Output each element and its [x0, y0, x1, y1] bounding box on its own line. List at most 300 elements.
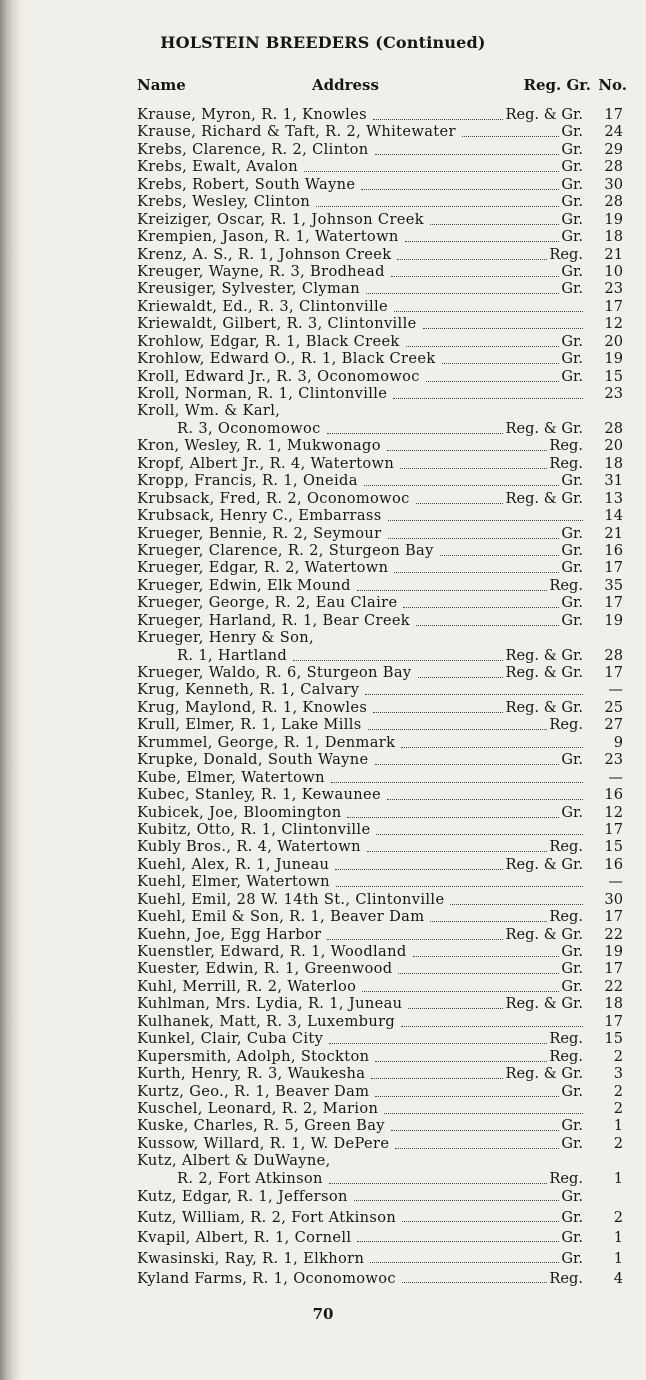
list-item — [137, 786, 627, 803]
dot-leader — [387, 798, 583, 800]
herd-count: 21 — [604, 524, 623, 542]
list-item — [137, 490, 627, 507]
dot-leader — [370, 1261, 559, 1263]
herd-count: 19 — [604, 943, 623, 960]
list-item — [137, 1249, 627, 1270]
herd-count: 9 — [613, 733, 623, 751]
herd-count: 1 — [613, 1169, 623, 1187]
registration-class: Gr. — [561, 280, 583, 298]
breeder-name-address: Kreuger, Wayne, R. 3, Brodhead — [137, 262, 385, 280]
dot-leader — [430, 223, 559, 225]
breeder-name-address: Krueger, George, R. 2, Eau Claire — [137, 594, 398, 612]
breeder-name-address: Krebs, Ewalt, Avalon — [137, 158, 299, 176]
list-item — [137, 176, 627, 193]
dot-leader — [357, 1240, 559, 1242]
dot-leader — [426, 380, 559, 382]
registration-class: Gr. — [561, 193, 583, 211]
dot-leader — [450, 903, 583, 905]
breeder-name-address: Kussow, Willard, R. 1, W. DePere — [137, 1134, 390, 1152]
list-item — [137, 525, 627, 542]
dot-leader — [406, 345, 559, 347]
registration-class: Reg. — [549, 908, 583, 926]
list-item — [137, 1083, 627, 1100]
herd-count: 31 — [604, 472, 623, 490]
dot-leader — [395, 1147, 559, 1149]
list-item — [137, 106, 627, 123]
herd-count: 2 — [613, 1099, 623, 1117]
dot-leader — [376, 833, 583, 835]
registration-class: Gr. — [561, 1082, 583, 1100]
herd-count: 2 — [613, 1208, 623, 1226]
dot-leader — [375, 1095, 559, 1097]
dot-leader — [373, 711, 503, 713]
herd-count: 17 — [604, 960, 623, 978]
breeder-name-address: Kurth, Henry, R. 3, Waukesha — [137, 1065, 366, 1083]
dot-leader — [331, 781, 583, 783]
breeder-name-address: Kroll, Edward Jr., R. 3, Oconomowoc — [137, 367, 420, 385]
list-item — [137, 577, 627, 594]
breeder-name-address: Krummel, George, R. 1, Denmark — [137, 733, 396, 751]
list-item — [137, 158, 627, 175]
herd-count: 12 — [604, 803, 623, 821]
registration-class: Gr. — [561, 1208, 583, 1226]
list-item — [137, 472, 627, 489]
herd-count: 2 — [613, 1134, 623, 1152]
registration-class: Gr. — [561, 140, 583, 158]
page-title: HOLSTEIN BREEDERS (Continued) — [160, 33, 486, 52]
registration-class: Gr. — [561, 350, 583, 368]
registration-class: Reg. & Gr. — [505, 925, 583, 943]
list-item — [137, 1100, 627, 1117]
list-item — [137, 246, 627, 263]
breeder-name-address: R. 2, Fort Atkinson — [177, 1169, 323, 1187]
breeder-name-address: Krubsack, Fred, R. 2, Oconomowoc — [137, 489, 410, 507]
list-item — [137, 211, 627, 228]
breeder-name-address: Kuschel, Leonard, R. 2, Marion — [137, 1099, 379, 1117]
list-item — [137, 263, 627, 280]
list-item — [137, 1208, 627, 1229]
breeder-name-address: Kuehl, Emil, 28 W. 14th St., Clintonville — [137, 890, 445, 908]
list-item — [137, 280, 627, 297]
herd-count: 15 — [604, 367, 623, 385]
herd-count: 23 — [604, 751, 623, 769]
breeder-name-address: R. 3, Oconomowoc — [177, 419, 321, 437]
registration-class: Reg. & Gr. — [505, 489, 583, 507]
registration-class: Gr. — [561, 594, 583, 612]
dot-leader — [335, 868, 503, 870]
list-item — [137, 141, 627, 158]
breeder-name-address: Krueger, Edwin, Elk Mound — [137, 576, 351, 594]
breeder-name-address: Krubsack, Henry C., Embarrass — [137, 507, 382, 525]
herd-count: 18 — [604, 228, 623, 246]
dot-leader — [361, 188, 559, 190]
list-item — [137, 664, 627, 681]
breeder-name-address: Kutz, Albert & DuWayne, — [137, 1152, 331, 1170]
dot-leader — [394, 310, 583, 312]
list-item — [137, 193, 627, 210]
registration-class: Reg. & Gr. — [505, 698, 583, 716]
list-item — [137, 298, 627, 315]
dot-leader — [347, 816, 559, 818]
dot-leader — [387, 449, 547, 451]
herd-count: 25 — [604, 698, 623, 716]
dot-leader — [375, 763, 559, 765]
registration-class: Reg. — [549, 1270, 583, 1288]
list-item-continuation — [137, 647, 627, 664]
list-item — [137, 1187, 627, 1208]
list-item — [137, 559, 627, 576]
dot-leader — [400, 467, 547, 469]
herd-count: 16 — [604, 786, 623, 804]
registration-class: Gr. — [561, 541, 583, 559]
herd-count: 28 — [604, 193, 623, 211]
list-item — [137, 699, 627, 716]
dot-leader — [430, 920, 547, 922]
herd-count: 28 — [604, 646, 623, 664]
breeder-name-address: Kropf, Albert Jr., R. 4, Watertown — [137, 454, 395, 472]
list-item — [137, 908, 627, 925]
list-item — [137, 123, 627, 140]
herd-count: 15 — [604, 838, 623, 856]
breeder-name-address: Krug, Kenneth, R. 1, Calvary — [137, 681, 360, 699]
herd-count: 22 — [604, 925, 623, 943]
breeder-name-address: Kuester, Edwin, R. 1, Greenwood — [137, 960, 393, 978]
list-item — [137, 716, 627, 733]
list-item — [137, 1117, 627, 1134]
dot-leader — [403, 606, 559, 608]
list-item — [137, 1013, 627, 1030]
breeder-name-address: Krull, Elmer, R. 1, Lake Mills — [137, 716, 362, 734]
herd-count: 1 — [613, 1117, 623, 1135]
registration-class: Gr. — [561, 524, 583, 542]
dot-leader — [423, 327, 583, 329]
breeder-name-address: Kyland Farms, R. 1, Oconomowoc — [137, 1270, 396, 1288]
list-item — [137, 856, 627, 873]
list-item — [137, 629, 627, 646]
dot-leader — [327, 938, 503, 940]
herd-count: 1 — [613, 1249, 623, 1267]
breeder-name-address: Krueger, Clarence, R. 2, Sturgeon Bay — [137, 541, 434, 559]
breeder-name-address: Kuhl, Merrill, R. 2, Waterloo — [137, 977, 357, 995]
breeder-name-address: Kuenstler, Edward, R. 1, Woodland — [137, 943, 407, 960]
herd-count: 10 — [604, 262, 623, 280]
breeder-name-address: Krueger, Waldo, R. 6, Sturgeon Bay — [137, 664, 412, 681]
dot-leader — [402, 1281, 547, 1283]
dot-leader — [329, 1042, 547, 1044]
herd-count: 16 — [604, 855, 623, 873]
breeder-name-address: Krause, Myron, R. 1, Knowles — [137, 106, 368, 123]
herd-count: 27 — [604, 716, 623, 734]
list-item — [137, 542, 627, 559]
registration-class: Gr. — [561, 262, 583, 280]
herd-count: 17 — [604, 1012, 623, 1030]
breeder-name-address: Kulhanek, Matt, R. 3, Luxemburg — [137, 1012, 396, 1030]
herd-count: 1 — [613, 1229, 623, 1247]
list-item — [137, 402, 627, 419]
breeder-name-address: Krueger, Edgar, R. 2, Watertown — [137, 559, 389, 577]
herd-count: 19 — [604, 611, 623, 629]
registration-class: Reg. & Gr. — [505, 664, 583, 681]
breeder-name-address: Krebs, Clarence, R. 2, Clinton — [137, 140, 369, 158]
herd-count: 19 — [604, 210, 623, 228]
dot-leader — [393, 397, 583, 399]
herd-count: 12 — [604, 315, 623, 333]
registration-class: Reg. — [549, 838, 583, 856]
list-item — [137, 228, 627, 245]
breeder-name-address: Kroll, Norman, R. 1, Clintonville — [137, 385, 388, 402]
breeder-name-address: Kubitz, Otto, R. 1, Clintonville — [137, 820, 371, 838]
list-item — [137, 1065, 627, 1082]
breeder-name-address: Krempien, Jason, R. 1, Watertown — [137, 228, 399, 246]
herd-count: 30 — [604, 890, 623, 908]
dot-leader — [391, 1129, 559, 1131]
breeder-name-address: Kubicek, Joe, Bloomington — [137, 803, 342, 821]
dot-leader — [413, 955, 559, 957]
dot-leader — [408, 1007, 503, 1009]
registration-class: Gr. — [561, 611, 583, 629]
dot-leader — [364, 484, 559, 486]
list-item — [137, 978, 627, 995]
registration-class: Reg. & Gr. — [505, 419, 583, 437]
list-item — [137, 995, 627, 1012]
list-item — [137, 681, 627, 698]
breeder-name-address: Krug, Maylond, R. 1, Knowles — [137, 698, 368, 716]
herd-count: 23 — [604, 280, 623, 298]
breeder-name-address: Krupke, Donald, South Wayne — [137, 751, 369, 769]
dot-leader — [402, 1220, 559, 1222]
herd-count: 19 — [604, 350, 623, 368]
registration-class: Gr. — [561, 1134, 583, 1152]
registration-class: Reg. & Gr. — [505, 995, 583, 1013]
breeder-name-address: Kuehn, Joe, Egg Harbor — [137, 925, 322, 943]
herd-count: 30 — [604, 175, 623, 193]
registration-class: Reg. — [549, 1047, 583, 1065]
herd-count: 17 — [604, 297, 623, 315]
dot-leader — [357, 589, 547, 591]
breeder-name-address: Kurtz, Geo., R. 1, Beaver Dam — [137, 1082, 370, 1100]
dot-leader — [365, 693, 583, 695]
dot-leader — [316, 205, 559, 207]
registration-class: Reg. & Gr. — [505, 646, 583, 664]
breeder-name-address: Kutz, Edgar, R. 1, Jefferson — [137, 1188, 348, 1206]
herd-count: 2 — [613, 1082, 623, 1100]
herd-count: 17 — [604, 664, 623, 681]
registration-class: Gr. — [561, 472, 583, 490]
herd-count: 13 — [604, 489, 623, 507]
dot-leader — [368, 728, 547, 730]
list-item — [137, 1048, 627, 1065]
dot-leader — [440, 554, 559, 556]
list-item — [137, 612, 627, 629]
breeder-name-address: R. 1, Hartland — [177, 646, 288, 664]
breeder-name-address: Kuhlman, Mrs. Lydia, R. 1, Juneau — [137, 995, 403, 1013]
breeder-name-address: Kuehl, Alex, R. 1, Juneau — [137, 855, 330, 873]
list-item — [137, 1135, 627, 1152]
herd-count: 20 — [604, 437, 623, 455]
dot-leader — [397, 258, 547, 260]
registration-class: Reg. & Gr. — [505, 855, 583, 873]
registration-class: Gr. — [561, 123, 583, 141]
list-item — [137, 1269, 627, 1290]
breeder-name-address: Krohlow, Edward O., R. 1, Black Creek — [137, 350, 436, 368]
breeder-name-address: Kriewaldt, Ed., R. 3, Clintonville — [137, 297, 389, 315]
breeder-name-address: Kvapil, Albert, R. 1, Cornell — [137, 1229, 352, 1247]
dot-leader — [327, 432, 503, 434]
breeder-name-address: Kriewaldt, Gilbert, R. 3, Clintonville — [137, 315, 417, 333]
dot-leader — [405, 240, 559, 242]
registration-class: Reg. — [549, 245, 583, 263]
registration-class: Gr. — [561, 960, 583, 978]
dot-leader — [418, 676, 503, 678]
registration-class: Gr. — [561, 175, 583, 193]
registration-class: Gr. — [561, 1249, 583, 1267]
herd-count: 16 — [604, 541, 623, 559]
breeder-name-address: Krenz, A. S., R. 1, Johnson Creek — [137, 245, 392, 263]
dot-leader — [371, 1077, 503, 1079]
herd-count: 2 — [613, 1047, 623, 1065]
dot-leader — [416, 502, 503, 504]
registration-class: Reg. & Gr. — [505, 106, 583, 123]
list-item — [137, 821, 627, 838]
dot-leader — [304, 170, 559, 172]
page-number: 70 — [312, 1305, 334, 1323]
registration-class: Reg. — [549, 454, 583, 472]
breeder-name-address: Kreiziger, Oscar, R. 1, Johnson Creek — [137, 210, 424, 228]
list-item — [137, 333, 627, 350]
registration-class: Gr. — [561, 367, 583, 385]
herd-count: 17 — [604, 908, 623, 926]
breeder-name-address: Kron, Wesley, R. 1, Mukwonago — [137, 437, 381, 455]
dot-leader — [401, 746, 583, 748]
list-item — [137, 455, 627, 472]
registration-class: Gr. — [561, 332, 583, 350]
registration-class: Gr. — [561, 158, 583, 176]
breeder-name-address: Kwasinski, Ray, R. 1, Elkhorn — [137, 1249, 365, 1267]
dot-leader — [375, 1060, 547, 1062]
list-item — [137, 1152, 627, 1169]
breeder-name-address: Kropp, Francis, R. 1, Oneida — [137, 472, 358, 490]
list-item — [137, 751, 627, 768]
list-item — [137, 594, 627, 611]
list-item-continuation — [137, 1170, 627, 1187]
breeder-name-address: Krebs, Wesley, Clinton — [137, 193, 311, 211]
breeder-name-address: Krueger, Harland, R. 1, Bear Creek — [137, 611, 410, 629]
herd-count: 15 — [604, 1030, 623, 1048]
herd-count: 4 — [613, 1270, 623, 1288]
list-item — [137, 315, 627, 332]
dot-leader — [401, 1025, 583, 1027]
dot-leader — [388, 537, 559, 539]
herd-count: 17 — [604, 559, 623, 577]
list-item — [137, 734, 627, 751]
herd-count: 18 — [604, 995, 623, 1013]
list-item — [137, 437, 627, 454]
list-item — [137, 838, 627, 855]
list-item — [137, 350, 627, 367]
dot-leader — [354, 1199, 559, 1201]
dot-leader — [362, 990, 559, 992]
breeder-name-address: Kuehl, Elmer, Watertown — [137, 873, 330, 891]
dot-leader — [367, 850, 547, 852]
dot-leader — [394, 571, 559, 573]
breeder-name-address: Krueger, Bennie, R. 2, Seymour — [137, 524, 382, 542]
dot-leader — [329, 1182, 547, 1184]
dot-leader — [366, 292, 559, 294]
list-item — [137, 873, 627, 890]
breeder-name-address: Kuehl, Emil & Son, R. 1, Beaver Dam — [137, 908, 425, 926]
registration-class: Gr. — [561, 803, 583, 821]
herd-count: 17 — [604, 820, 623, 838]
herd-count: 20 — [604, 332, 623, 350]
list-item — [137, 943, 627, 960]
list-item — [137, 1228, 627, 1249]
dot-leader — [384, 1112, 583, 1114]
breeder-name-address: Kreusiger, Sylvester, Clyman — [137, 280, 360, 298]
column-headers — [137, 76, 627, 98]
dot-leader — [398, 972, 559, 974]
list-item — [137, 804, 627, 821]
registration-class: Gr. — [561, 210, 583, 228]
list-item — [137, 1030, 627, 1047]
breeder-name-address: Krebs, Robert, South Wayne — [137, 175, 356, 193]
herd-count: — — [608, 768, 623, 786]
registration-class: Gr. — [561, 1188, 583, 1206]
breeder-name-address: Kupersmith, Adolph, Stockton — [137, 1047, 370, 1065]
registration-class: Gr. — [561, 559, 583, 577]
breeder-name-address: Krueger, Henry & Son, — [137, 629, 314, 647]
herd-count: 24 — [604, 123, 623, 141]
list-item — [137, 891, 627, 908]
registration-class: Reg. — [549, 1169, 583, 1187]
herd-count: — — [608, 681, 623, 699]
registration-class: Reg. — [549, 1030, 583, 1048]
herd-count: 28 — [604, 419, 623, 437]
dot-leader — [442, 362, 559, 364]
list-item — [137, 926, 627, 943]
herd-count: — — [608, 873, 623, 891]
registration-class: Gr. — [561, 977, 583, 995]
breeder-name-address: Kunkel, Clair, Cuba City — [137, 1030, 324, 1048]
herd-count: 28 — [604, 158, 623, 176]
registration-class: Gr. — [561, 1229, 583, 1247]
registration-class: Reg. — [549, 716, 583, 734]
column-header-address: Address — [312, 76, 379, 94]
dot-leader — [462, 135, 559, 137]
list-item — [137, 507, 627, 524]
herd-count: 14 — [604, 507, 623, 525]
herd-count: 29 — [604, 140, 623, 158]
herd-count: 21 — [604, 245, 623, 263]
breeder-name-address: Kutz, William, R. 2, Fort Atkinson — [137, 1208, 397, 1226]
dot-leader — [336, 885, 583, 887]
breeder-name-address: Kubly Bros., R. 4, Watertown — [137, 838, 361, 856]
herd-count: 23 — [604, 385, 623, 402]
list-item — [137, 960, 627, 977]
registration-class: Reg. — [549, 576, 583, 594]
dot-leader — [375, 153, 559, 155]
breeder-name-address: Krohlow, Edgar, R. 1, Black Creek — [137, 332, 400, 350]
dot-leader — [373, 118, 503, 120]
registration-class: Gr. — [561, 1117, 583, 1135]
dot-leader — [391, 275, 559, 277]
registration-class: Reg. — [549, 437, 583, 455]
column-header-name: Name — [137, 76, 186, 94]
herd-count: 35 — [604, 576, 623, 594]
breeder-name-address: Kuske, Charles, R. 5, Green Bay — [137, 1117, 385, 1135]
breeder-name-address: Kube, Elmer, Watertown — [137, 768, 325, 786]
breeder-name-address: Krause, Richard & Taft, R. 2, Whitewater — [137, 123, 456, 141]
list-item — [137, 385, 627, 402]
